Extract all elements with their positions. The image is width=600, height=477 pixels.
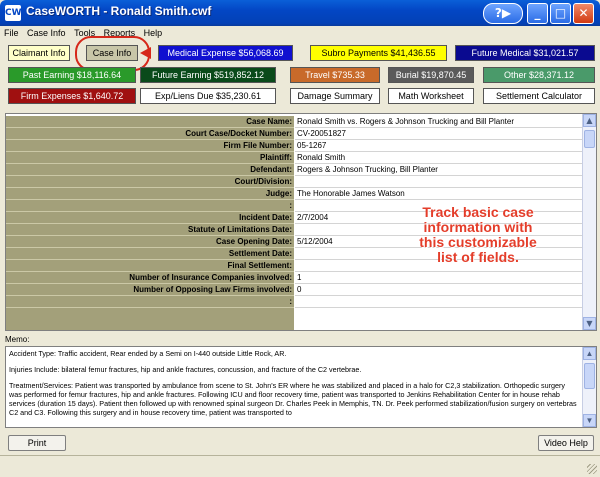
field-row — [6, 152, 583, 164]
field-value[interactable]: 0 — [295, 284, 583, 296]
field-row — [6, 272, 583, 284]
callout-line: this customizable — [419, 234, 537, 250]
field-label: Firm File Number: — [6, 140, 294, 152]
field-value[interactable]: 2/7/2004 — [295, 212, 583, 224]
field-label: Court/Division: — [6, 176, 294, 188]
field-label: Incident Date: — [6, 212, 294, 224]
field-value[interactable]: Ronald Smith — [295, 152, 583, 164]
future-medical-button[interactable]: Future Medical $31,021.57 — [455, 45, 595, 61]
callout-line: list of fields. — [437, 249, 519, 265]
field-value[interactable]: 05-1267 — [295, 140, 583, 152]
settlement-calculator-button[interactable]: Settlement Calculator — [483, 88, 595, 104]
field-label: Settlement Date: — [6, 248, 294, 260]
scroll-down-icon[interactable]: ▼ — [583, 317, 596, 330]
memo-paragraph: Injuries Include: bilateral femur fractures, hip and ankle fractures, concussion, and fracture of the C2 vertebrae. — [9, 365, 362, 374]
field-value[interactable]: CV-20051827 — [295, 128, 583, 140]
field-label: Court Case/Docket Number: — [6, 128, 294, 140]
resize-grip-icon[interactable] — [587, 464, 597, 474]
exp-liens-due-button[interactable]: Exp/Liens Due $35,230.61 — [140, 88, 276, 104]
field-label-empty — [6, 308, 294, 330]
app-icon: CW — [5, 5, 21, 21]
field-row — [6, 140, 583, 152]
field-label: : — [6, 296, 294, 308]
field-row — [6, 128, 583, 140]
field-row — [6, 116, 583, 128]
title-bar — [0, 0, 600, 26]
field-label: Final Settlement: — [6, 260, 294, 272]
print-button[interactable]: Print — [8, 435, 66, 451]
field-label: Case Name: — [6, 116, 294, 128]
field-value[interactable]: Rogers & Johnson Trucking, Bill Planter — [295, 164, 583, 176]
memo-scrollbar[interactable] — [582, 347, 596, 427]
subro-payments-button[interactable]: Subro Payments $41,436.55 — [310, 45, 447, 61]
claimant-info-button[interactable]: Claimant Info — [8, 45, 70, 61]
field-row — [6, 188, 583, 200]
damage-summary-button[interactable]: Damage Summary — [290, 88, 380, 104]
field-label: Case Opening Date: — [6, 236, 294, 248]
case-info-button[interactable]: Case Info — [86, 45, 138, 61]
math-worksheet-button[interactable]: Math Worksheet — [388, 88, 474, 104]
close-button[interactable]: ✕ — [573, 3, 594, 24]
minimize-button[interactable]: _ — [527, 3, 548, 24]
window-title: CaseWORTH - Ronald Smith.cwf — [26, 4, 212, 18]
field-value[interactable]: Ronald Smith vs. Rogers & Johnson Trucking and Bill Planter — [295, 116, 583, 128]
menu-reports[interactable]: Reports — [103, 28, 136, 38]
field-row — [6, 164, 583, 176]
callout-line: Track basic case — [422, 204, 534, 220]
maximize-button[interactable]: □ — [550, 3, 571, 24]
scroll-up-icon[interactable]: ▲ — [583, 114, 596, 127]
memo-scroll-up-icon[interactable]: ▲ — [583, 347, 596, 360]
future-earning-button[interactable]: Future Earning $519,852.12 — [140, 67, 276, 83]
medical-expense-button[interactable]: Medical Expense $56,068.69 — [158, 45, 293, 61]
callout-annotation — [398, 205, 558, 265]
status-bar — [0, 455, 600, 477]
help-toggle-button[interactable]: ?▶ — [483, 3, 523, 24]
field-row-empty — [6, 308, 583, 330]
field-label: Defendant: — [6, 164, 294, 176]
field-label: Statute of Limitations Date: — [6, 224, 294, 236]
callout-line: information with — [423, 219, 533, 235]
field-value[interactable] — [295, 296, 583, 308]
other-button[interactable]: Other $28,371.12 — [483, 67, 595, 83]
menu-case-info[interactable]: Case Info — [27, 28, 66, 38]
field-label: Number of Opposing Law Firms involved: — [6, 284, 294, 296]
field-value[interactable]: 5/12/2004 — [295, 236, 583, 248]
highlight-ring — [75, 36, 150, 71]
field-value[interactable]: 1 — [295, 272, 583, 284]
grid-scrollbar[interactable] — [582, 114, 596, 330]
field-value[interactable]: The Honorable James Watson — [295, 188, 583, 200]
firm-expenses-button[interactable]: Firm Expenses $1,640.72 — [8, 88, 136, 104]
memo-scroll-down-icon[interactable]: ▼ — [583, 414, 596, 427]
memo-paragraph: Accident Type: Traffic accident, Rear ended by a Semi on I-440 outside Little Rock, AR. — [9, 349, 287, 358]
menu-file[interactable]: File — [4, 28, 19, 38]
field-label: Judge: — [6, 188, 294, 200]
memo-textarea[interactable] — [5, 346, 597, 428]
menu-tools[interactable]: Tools — [74, 28, 96, 38]
travel-button[interactable]: Travel $735.33 — [290, 67, 380, 83]
video-help-button[interactable]: Video Help — [538, 435, 594, 451]
field-label: : — [6, 200, 294, 212]
field-row — [6, 284, 583, 296]
memo-label: Memo: — [5, 335, 30, 344]
memo-paragraph: Treatment/Services: Patient was transported by ambulance from scene to St. John's ER where he was stabilized and placed in a halo for C2,3 stabilization. Orthopedic surgery was performed for femur fractures, hip and ankle fractures. Following ICU and floor recovery time, patient was transported to Jenkins Rehabilitation Center for in house rehab services (duration 15 days). Patient then followed up with renowned spinal surgeon Dr. Charles Peek in Memphis, TN. Dr. Peek performed stabilization/fusion surgery on vertebras C2 and C3. Following this surgery and in house recovery time, patient was transported to — [9, 381, 577, 417]
past-earning-button[interactable]: Past Earning $18,116.64 — [8, 67, 136, 83]
scroll-thumb[interactable] — [584, 130, 595, 148]
memo-scroll-thumb[interactable] — [584, 363, 595, 389]
pointer-arrow-icon — [140, 47, 151, 59]
field-value-empty — [295, 308, 583, 330]
field-label: Plaintiff: — [6, 152, 294, 164]
field-label: Number of Insurance Companies involved: — [6, 272, 294, 284]
field-row — [6, 176, 583, 188]
field-row — [6, 296, 583, 308]
field-value[interactable] — [295, 176, 583, 188]
menu-help[interactable]: Help — [143, 28, 163, 38]
burial-button[interactable]: Burial $19,870.45 — [388, 67, 474, 83]
